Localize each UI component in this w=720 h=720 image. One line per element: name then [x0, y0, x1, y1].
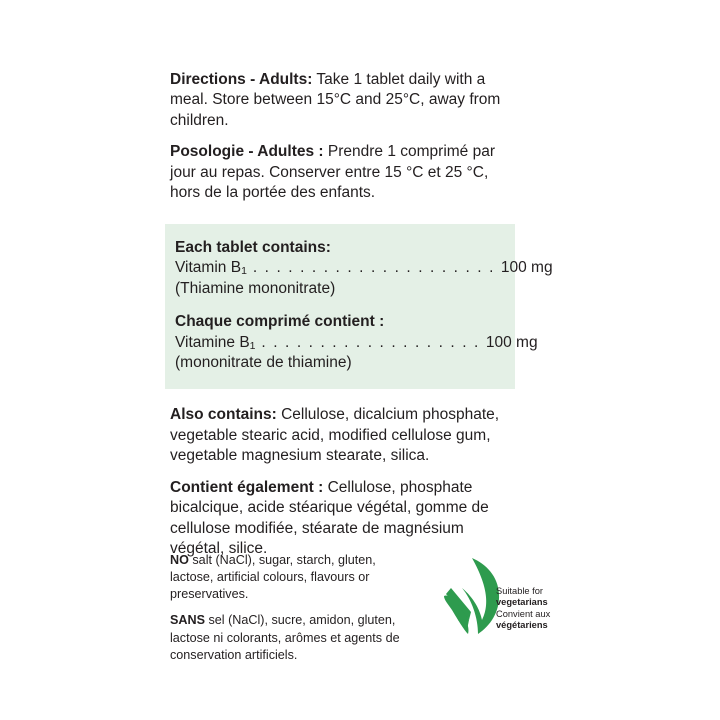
directions-french-text: Prendre 1 comprimé par jour au repas. Conserver entre 15 °C et 25 °C, hors de la portée des enfants. [170, 143, 496, 202]
free-from-english [170, 552, 415, 603]
ingredients-panel-inner [170, 238, 553, 374]
ingredient-amount-english: 100 mg [500, 259, 553, 277]
ingredient-amount-french: 100 mg [485, 333, 538, 351]
ingredient-source-french: (mononitrate de thiamine) [175, 353, 352, 371]
ingredient-name-french: Vitamine B [175, 333, 250, 351]
ingredients-block-french [175, 312, 538, 373]
ingredients-heading-english: Each tablet contains: [175, 238, 331, 256]
vegetarian-caption-line1: Suitable for [496, 586, 544, 596]
directions-french-label: Posologie - Adultes : [170, 143, 324, 161]
ingredient-name-english: Vitamin B [175, 259, 242, 277]
vegetarian-caption-line3: Convient aux [496, 608, 551, 619]
label-footer [170, 552, 551, 664]
also-contains-english-text: Cellulose, dicalcium phosphate, vegetable stearic acid, modified cellulose gum, vegetable magnesium stearate, silica. [170, 406, 500, 465]
directions-english [170, 70, 510, 131]
also-contains-french-label: Contient également : [170, 478, 324, 496]
vegetarian-caption-line4: végétariens [496, 619, 548, 630]
also-contains-english-label: Also contains: [170, 406, 277, 424]
vegetarian-logo [442, 552, 552, 648]
free-from-english-text: salt (NaCl), sugar, starch, gluten, lactose, artificial colours, flavours or preservatives. [170, 553, 376, 602]
ingredient-subscript-french: 1 [249, 339, 256, 352]
vegetarian-caption [496, 586, 558, 631]
ingredient-source-english: (Thiamine mononitrate) [175, 279, 336, 297]
directions-english-label: Directions - Adults: [170, 71, 313, 88]
label-main-content [170, 70, 553, 560]
ingredients-heading-french: Chaque comprimé contient : [175, 313, 385, 331]
free-from-english-label: NO [170, 553, 189, 567]
vegetarian-caption-line2: vegetarians [496, 597, 548, 608]
ingredients-panel [165, 224, 553, 390]
ingredient-dots-english: . . . . . . . . . . . . . . . . . . . . . [246, 259, 501, 277]
ingredient-dots-french: . . . . . . . . . . . . . . . . . . . [255, 333, 486, 351]
also-contains-french [170, 478, 510, 560]
ingredient-row-french [175, 333, 538, 353]
leaf-checkmark-icon [442, 554, 504, 642]
directions-french [170, 142, 510, 203]
directions-english-text: Take 1 tablet daily with a meal. Store between 15°C and 25°C, away from children. [170, 71, 501, 129]
free-from-french-text: sel (NaCl), sucre, amidon, gluten, lactose ni colorants, arômes et agents de conservation artificiels. [170, 613, 400, 662]
also-contains-french-text: Cellulose, phosphate bicalcique, acide stéarique végétal, gomme de cellulose modifiée, stéarate de magnésium végétal, silice. [170, 478, 489, 558]
free-from-french-label: SANS [170, 613, 205, 628]
also-contains-english [170, 405, 510, 466]
ingredient-subscript-english: 1 [241, 265, 247, 278]
free-from-french [170, 612, 415, 663]
ingredient-row-english [175, 258, 553, 278]
